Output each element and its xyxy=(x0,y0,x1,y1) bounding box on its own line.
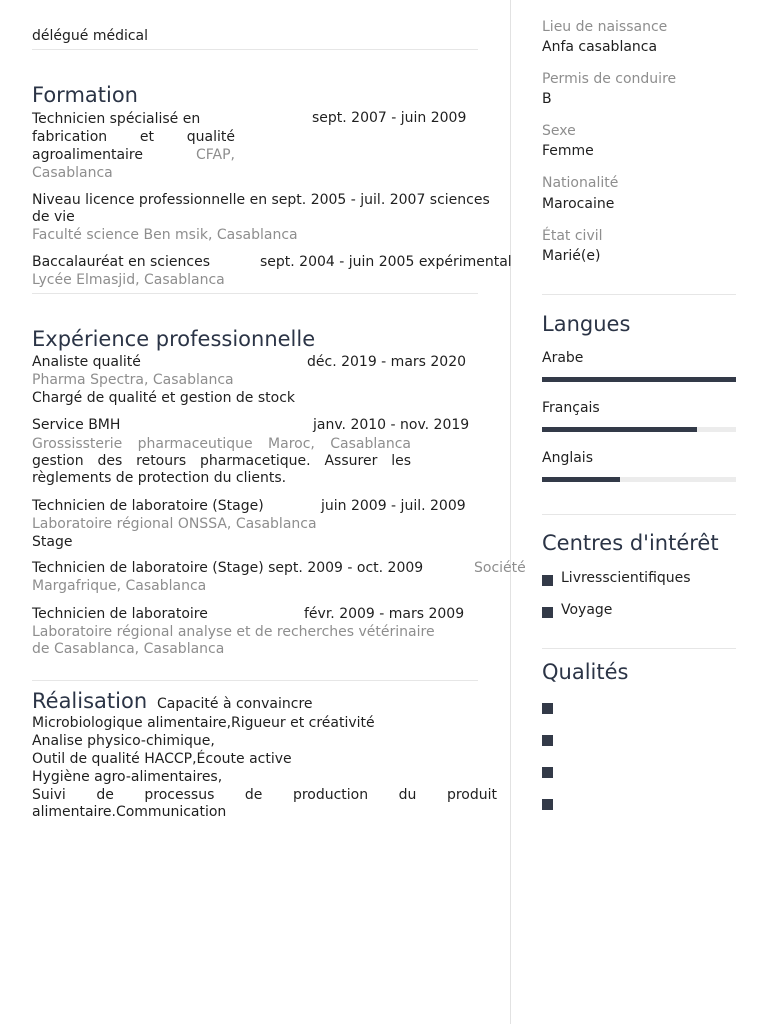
role: Technicien de laboratoire xyxy=(32,606,208,622)
dates: sept. 2007 - juin 2009 xyxy=(312,110,467,126)
realisation-line: Suivi de processus de production du produit xyxy=(32,787,497,803)
divider xyxy=(32,680,478,681)
dates: févr. 2009 - mars 2009 xyxy=(304,606,465,622)
degree: Baccalauréat en sciences xyxy=(32,254,210,270)
language-name: Arabe xyxy=(542,350,584,366)
bullet-icon xyxy=(542,575,553,586)
realisation-line: Analise physico-chimique, xyxy=(32,733,215,749)
formation-title: Formation xyxy=(32,83,138,107)
company: Laboratoire régional ONSSA, Casablanca xyxy=(32,516,317,532)
realisation-line: alimentaire.Communication xyxy=(32,804,227,820)
interets-title: Centres d'intérêt xyxy=(542,531,719,555)
language-name: Anglais xyxy=(542,450,593,466)
bullet-icon xyxy=(542,703,553,714)
description: Stage xyxy=(32,534,73,550)
info-label: Lieu de naissance xyxy=(542,19,668,35)
company: Grossissterie pharmaceutique Maroc, Casablanca xyxy=(32,436,411,452)
dates: janv. 2010 - nov. 2019 xyxy=(313,417,470,433)
language-level-bar xyxy=(542,377,736,382)
info-label: Sexe xyxy=(542,123,576,139)
interest-item: Livresscientifiques xyxy=(561,570,691,586)
language-level-bar xyxy=(542,477,736,482)
company: Pharma Spectra, Casablanca xyxy=(32,372,234,388)
school: Faculté science Ben msik, Casablanca xyxy=(32,227,298,243)
column-divider xyxy=(510,0,511,1024)
language-level-bar xyxy=(542,427,736,432)
company-cont: de Casablanca, Casablanca xyxy=(32,641,225,657)
language-level-fill xyxy=(542,477,620,482)
role: Service BMH xyxy=(32,417,121,433)
company: Laboratoire régional analyse et de recherches vétérinaire xyxy=(32,624,435,640)
role: Technicien de laboratoire (Stage) xyxy=(32,498,264,514)
realisation-line: Microbiologique alimentaire,Rigueur et créativité xyxy=(32,715,375,731)
divider xyxy=(542,294,736,295)
info-value: Femme xyxy=(542,143,594,159)
bullet-icon xyxy=(542,799,553,810)
dates: sept. 2004 - juin 2005 expérimental xyxy=(260,254,512,270)
realisation-line: Hygiène agro-alimentaires, xyxy=(32,769,223,785)
school-city: Casablanca xyxy=(32,165,113,181)
school: Lycée Elmasjid, Casablanca xyxy=(32,272,225,288)
info-value: Marocaine xyxy=(542,196,615,212)
experience-title: Expérience professionnelle xyxy=(32,327,316,351)
degree: Technicien spécialisé en fabrication et qualité agroalimentaire CFAP, Casablanca xyxy=(32,111,235,181)
info-label: Nationalité xyxy=(542,175,619,191)
bullet-icon xyxy=(542,607,553,618)
info-label: Permis de conduire xyxy=(542,71,677,87)
company: Société xyxy=(474,560,526,576)
interest-item: Voyage xyxy=(561,602,613,618)
info-label: État civil xyxy=(542,228,603,244)
bullet-icon xyxy=(542,735,553,746)
dates: déc. 2019 - mars 2020 xyxy=(307,354,467,370)
realisation-title: Réalisation xyxy=(32,689,148,713)
language-level-fill xyxy=(542,427,697,432)
description-cont: règlements de protection du clients. xyxy=(32,470,287,486)
role: Technicien de laboratoire (Stage) sept. 2009 - oct. 2009 xyxy=(32,560,424,576)
divider xyxy=(542,514,736,515)
company-cont: Margafrique, Casablanca xyxy=(32,578,207,594)
qualites-title: Qualités xyxy=(542,660,629,684)
info-value: B xyxy=(542,91,552,107)
language-level-fill xyxy=(542,377,736,382)
langues-title: Langues xyxy=(542,312,631,336)
divider xyxy=(32,49,478,50)
divider xyxy=(542,648,736,649)
description: Chargé de qualité et gestion de stock xyxy=(32,390,296,406)
bullet-icon xyxy=(542,767,553,778)
language-name: Français xyxy=(542,400,600,416)
info-value: Anfa casablanca xyxy=(542,39,658,55)
headline: délégué médical xyxy=(32,28,149,44)
degree: Niveau licence professionnelle en sept. 2005 - juil. 2007 sciences xyxy=(32,192,490,208)
degree-cont: de vie xyxy=(32,209,75,225)
divider xyxy=(32,293,478,294)
school: CFAP, xyxy=(195,147,235,163)
role: Analiste qualité xyxy=(32,354,141,370)
realisation-line: Outil de qualité HACCP,Écoute active xyxy=(32,751,292,767)
dates: juin 2009 - juil. 2009 xyxy=(321,498,466,514)
info-value: Marié(e) xyxy=(542,248,601,264)
description: gestion des retours pharmacetique. Assurer les xyxy=(32,453,411,469)
realisation-line: Capacité à convaincre xyxy=(157,696,313,712)
